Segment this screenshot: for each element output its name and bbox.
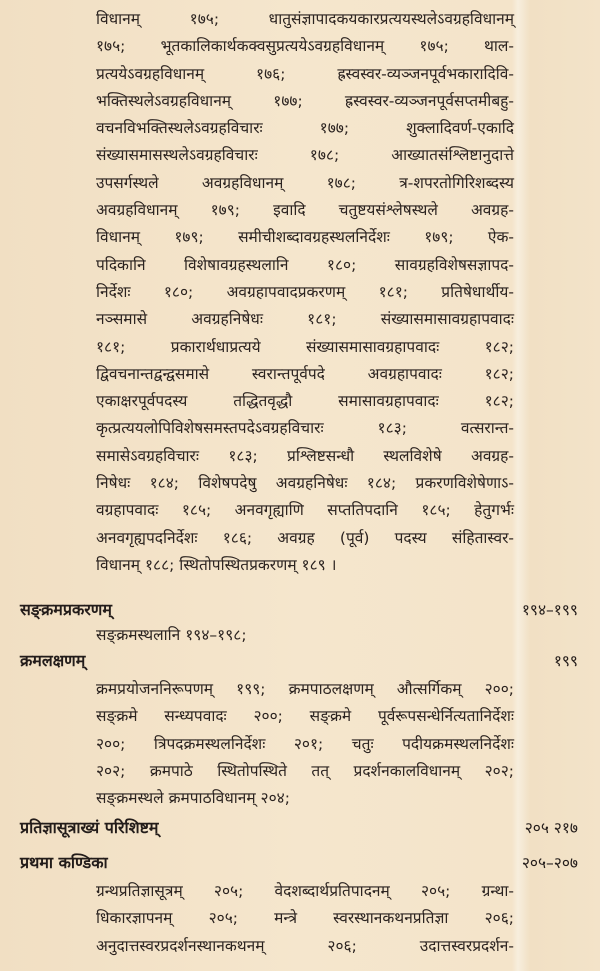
- toc-line: निषेधः १८४; विशेषपदेषु अवग्रहनिषेधः १८४; प्रकरणविशेषेणाऽ-: [96, 474, 514, 493]
- toc-line: पदिकानि विशेषावग्रहस्थलानि १८०; सावग्रहविशेषसज्ञापद-: [96, 255, 514, 274]
- toc-line: विधानम् १८८; स्थितोपस्थितप्रकरणम् १८९ ।: [96, 555, 337, 574]
- toc-entries-sankrama: [96, 622, 514, 649]
- section-heading-pratijnasutra: [20, 816, 580, 838]
- toc-line: अनवगृह्यपदनिर्देशः १८६; अवग्रह (पूर्व) पदस्य संहितास्वर-: [96, 528, 514, 547]
- section-heading-kramalakshanam: [20, 649, 580, 671]
- toc-line: भक्तिस्थलेऽवग्रहविधानम् १७७; ह्रस्वस्वर-व्यञ्जनपूर्वसप्तमीबहु-: [96, 91, 514, 110]
- page-range: १९४–१९९: [521, 601, 578, 619]
- toc-entries-kramalakshanam: [96, 676, 514, 812]
- toc-line: संख्यासमासस्थलेऽवग्रहविचारः १७८; आख्यातसंश्लिष्टानुदात्ते: [96, 146, 514, 165]
- toc-line: वग्रहापवादः १८५; अनवगृह्याणि सप्ततिपदानि १८५; हेतुगर्भः: [96, 501, 514, 520]
- toc-line: उपसर्गस्थले अवग्रहविधानम् १७८; त्र-शपरतोगिरिशब्दस्य: [96, 173, 514, 192]
- toc-line: २००; त्रिपदक्रमस्थलनिर्देशः २०१; चतुः पदीयक्रमस्थलनिर्देशः: [96, 734, 514, 753]
- page-range: २०५ २१७: [524, 819, 578, 837]
- toc-entries-prathama-kandika: [96, 878, 514, 960]
- toc-line: १७५; भूतकालिकार्थकक्वसुप्रत्ययेऽवग्रहविधानम् १७५; थाल-: [96, 37, 514, 56]
- toc-line: अनुदात्तस्वरप्रदर्शनस्थानकथनम् २०६; उदात्तस्वरप्रदर्शन-: [96, 936, 514, 955]
- section-title: क्रमलक्षणम्: [20, 651, 86, 670]
- toc-line: सङ्क्रमे सन्ध्यपवादः २००; सङ्क्रमे पूर्वरूपसन्धेर्नित्यतानिर्देशः: [96, 707, 514, 726]
- toc-line: नञ्समासे अवग्रहनिषेधः १८१; संख्यासमासावग्रहापवादः: [96, 310, 514, 329]
- toc-line: अवग्रहविधानम् १७९; इवादि चतुष्टयसंश्लेषस्थले अवग्रह-: [96, 201, 514, 220]
- toc-line: एकाक्षरपूर्वपदस्य तद्धितवृद्धौ समासावग्रहापवादः १८२;: [96, 392, 514, 411]
- section-title: सङ्क्रमप्रकरणम्: [20, 600, 112, 619]
- toc-line: सङ्क्रमस्थले क्रमपाठविधानम् २०४;: [96, 789, 290, 808]
- toc-line: द्विवचनान्तद्वन्द्वसमासे स्वरान्तपूर्वपदे अवग्रहापवादः १८२;: [96, 364, 514, 383]
- page-range: १९९: [553, 652, 578, 670]
- toc-line: क्रमप्रयोजननिरूपणम् १९९; क्रमपाठलक्षणम् औत्सर्गिकम् २००;: [96, 680, 514, 698]
- section-title: प्रथमा कण्डिका: [20, 853, 108, 872]
- toc-line: १८१; प्रकारार्थधाप्रत्यये संख्यासमासावग्रहापवादः १८२;: [96, 337, 514, 356]
- toc-line: प्रत्ययेऽवग्रहविधानम् १७६; ह्रस्वस्वर-व्यञ्जनपूर्वभकारादिवि-: [96, 64, 514, 83]
- toc-line: २०२; क्रमपाठे स्थितोपस्थिते तत् प्रदर्शनकालविधानम् २०२;: [96, 761, 514, 780]
- toc-line: ग्रन्थप्रतिज्ञासूत्रम् २०५; वेदशब्दार्थप्रतिपादनम् २०५; ग्रन्था-: [96, 882, 514, 900]
- toc-line: सङ्क्रमस्थलानि १९४–१९८;: [96, 626, 247, 644]
- page-range: २०५–२०७: [521, 854, 578, 872]
- toc-line: कृत्प्रत्ययलोपिविशेषसमस्तपदेऽवग्रहविचारः १८३; वत्सरान्त-: [96, 419, 514, 438]
- toc-line: वचनविभक्तिस्थलेऽवग्रहविचारः १७७; शुक्लादिवर्ण-एकादि: [96, 119, 514, 138]
- toc-line: विधानम् १७९; समीचीशब्दावग्रहस्थलनिर्देशः १७९; ऐक-: [96, 228, 514, 247]
- toc-line: धिकारज्ञापनम् २०५; मन्त्रे स्वरस्थानकथनप्रतिज्ञा २०६;: [96, 909, 514, 928]
- toc-entries-avagraha: [96, 6, 514, 579]
- toc-line: समासेऽवग्रहविचारः १८३; प्रश्लिष्टसन्धौ स्थलविशेषे अवग्रह-: [96, 446, 514, 465]
- toc-line: विधानम् १७५; धातुसंज्ञापादकयकारप्रत्ययस्थलेऽवग्रहविधानम्: [96, 10, 514, 28]
- section-title: प्रतिज्ञासूत्राख्यं परिशिष्टम्: [20, 818, 159, 837]
- toc-line: निर्देशः १८०; अवग्रहापवादप्रकरणम् १८१; प्रतिषेधार्थीय-: [96, 282, 514, 301]
- section-heading-sankrama: [20, 598, 580, 620]
- section-heading-prathama-kandika: [20, 851, 580, 873]
